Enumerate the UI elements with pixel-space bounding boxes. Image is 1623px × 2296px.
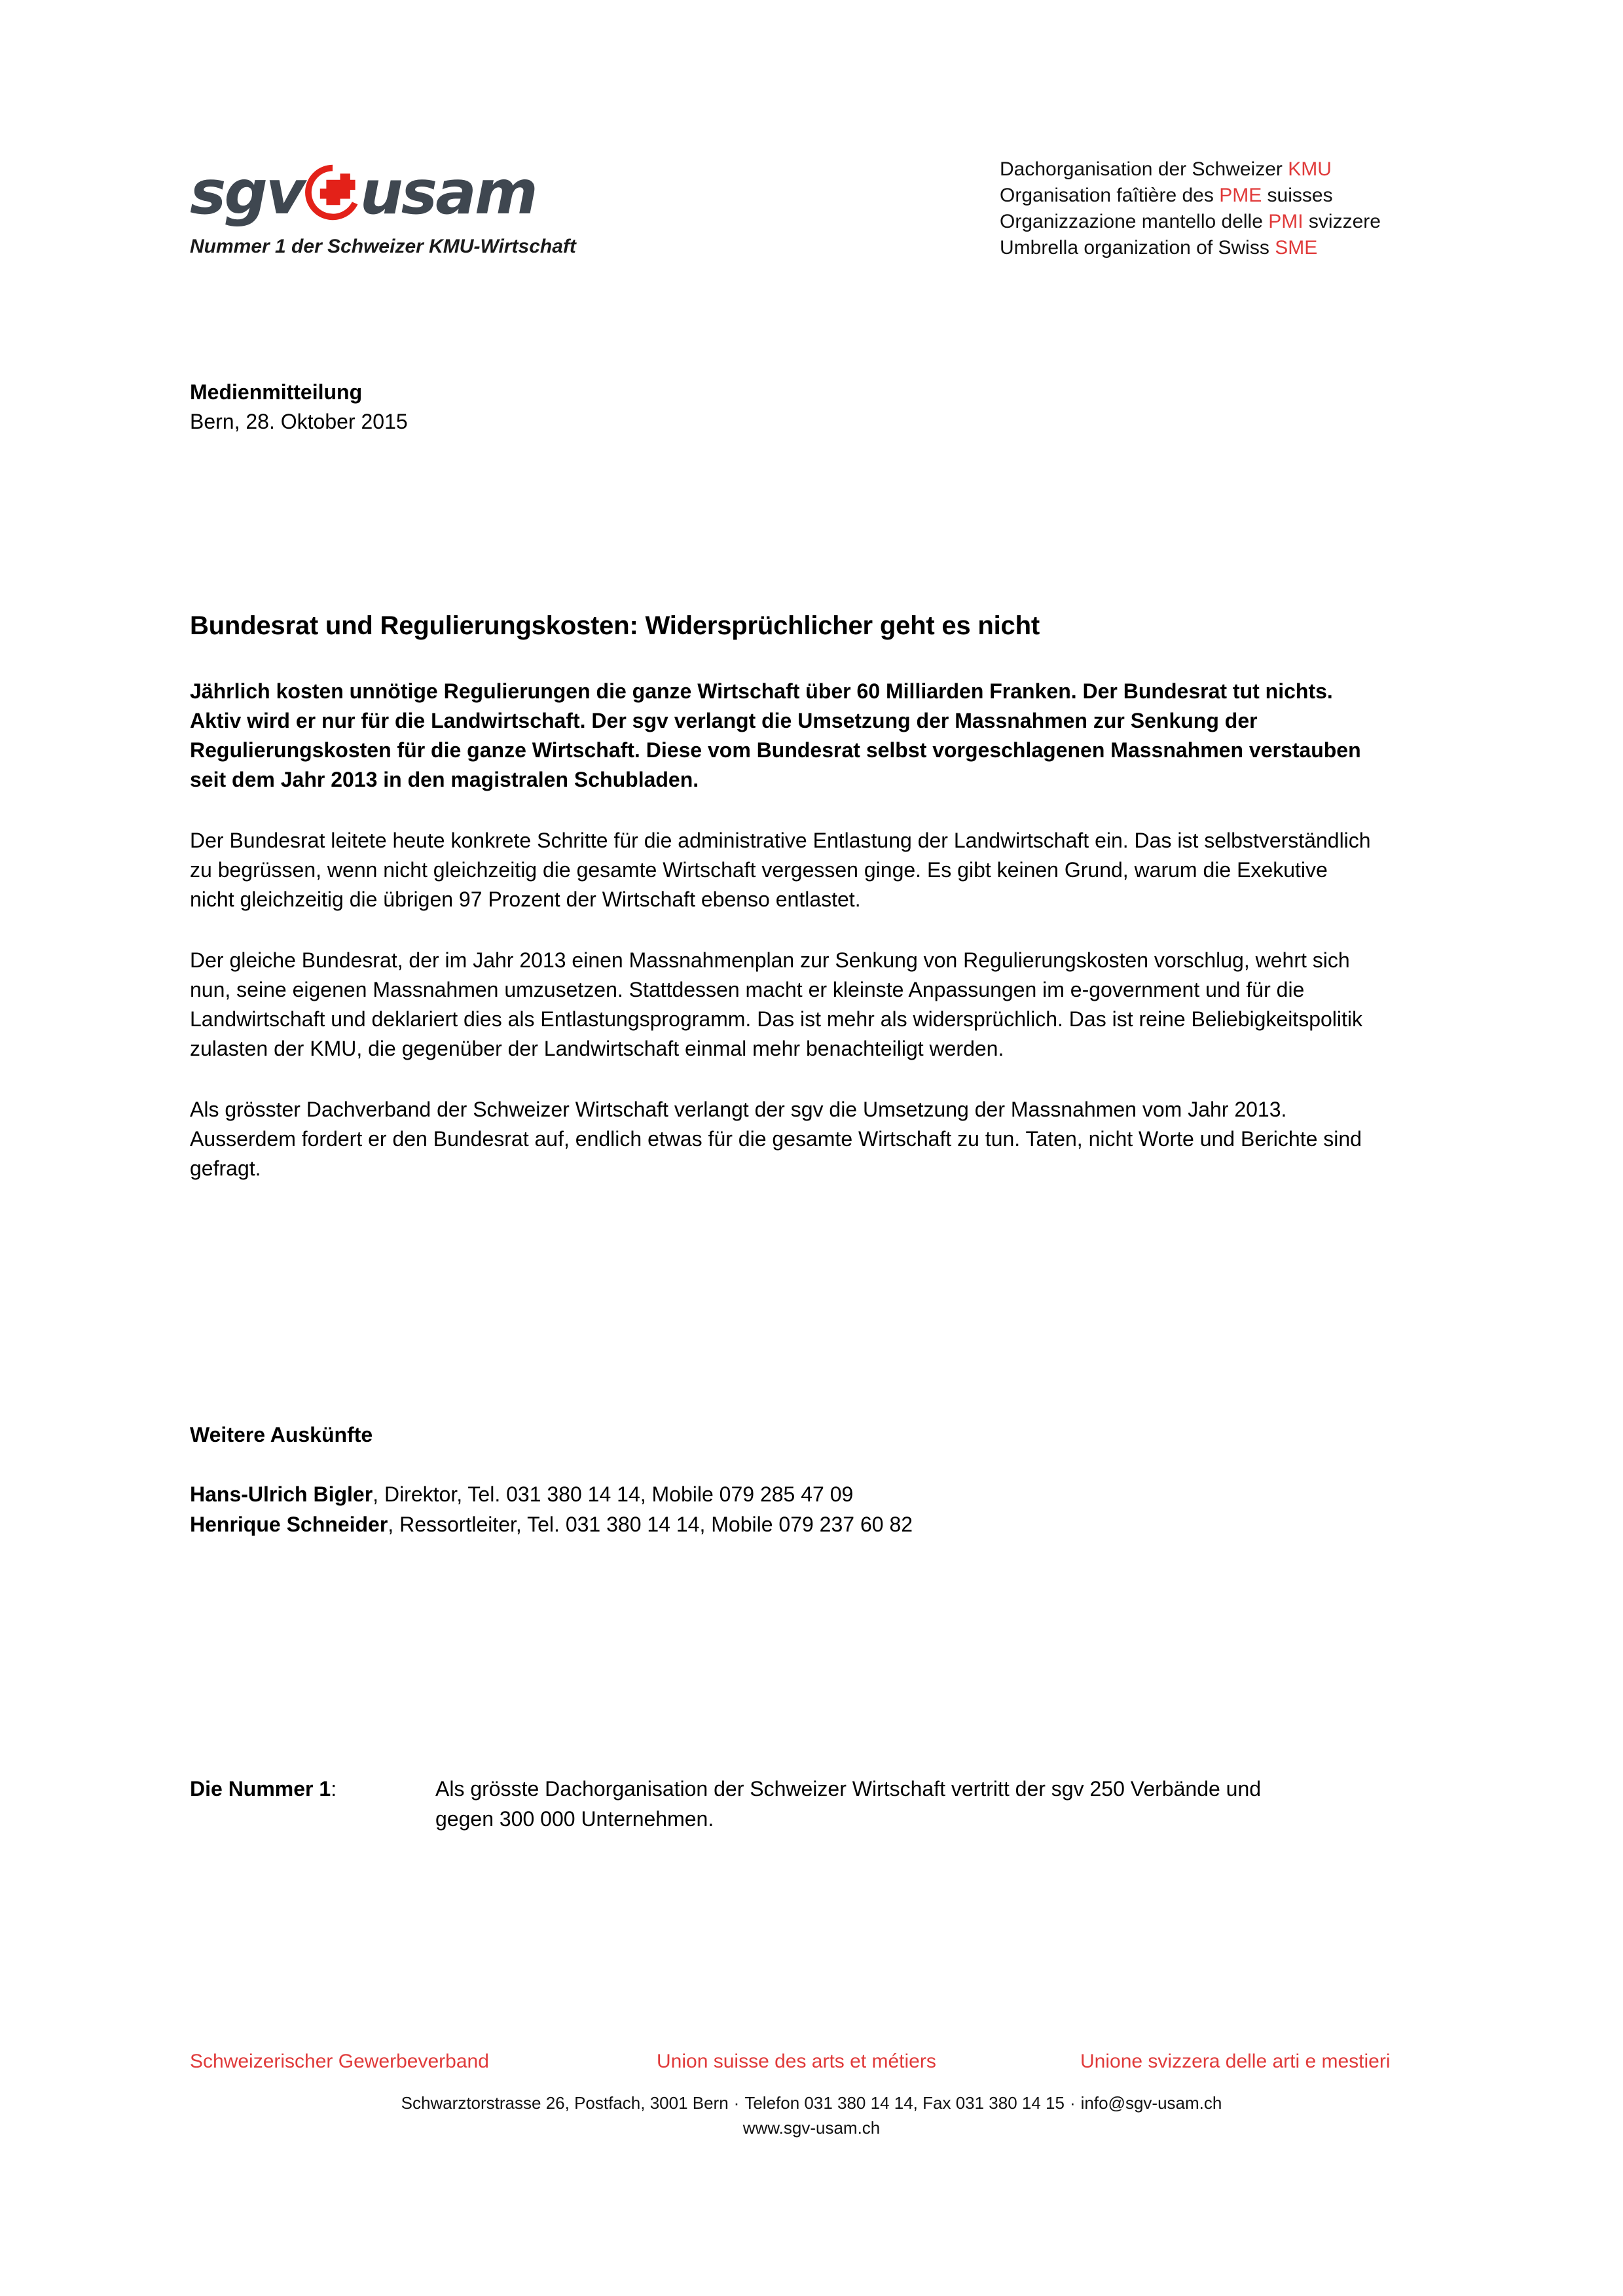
logo-wordmark bbox=[190, 156, 596, 229]
page-header bbox=[0, 0, 1623, 301]
document-type-label: Medienmitteilung bbox=[190, 380, 363, 404]
contact-person-2-details: , Ressortleiter, Tel. 031 380 14 14, Mobile 079 237 60 82 bbox=[388, 1513, 913, 1536]
footer-name-it: Unione svizzera delle arti e mestieri bbox=[1080, 2051, 1391, 2072]
organization-description-de bbox=[1000, 156, 1381, 183]
body-paragraph-2: Der gleiche Bundesrat, der im Jahr 2013 einen Massnahmenplan zur Senkung von Regulierungskosten vorschlug, wehrt sich nun, seine eigenen Massnahmen umzusetzen. Stattdessen macht er kleinste Anpassungen im e-government und für die Landwirtschaft und deklariert dies als Entlastungsprogramm. Das ist mehr als widersprüchlich. Das ist reine Beliebigkeitspolitik zulasten der KMU, die gegenüber der Landwirtschaft einmal mehr benachteiligt werden. bbox=[190, 948, 1362, 1060]
document-meta bbox=[190, 378, 408, 437]
contact-person-2-name: Henrique Schneider bbox=[190, 1513, 388, 1536]
contact-person-1 bbox=[190, 1479, 1375, 1509]
contact-person-2 bbox=[190, 1509, 1375, 1539]
contact-person-1-name: Hans-Ulrich Bigler bbox=[190, 1482, 373, 1506]
org-desc-fr-text: Organisation faîtière des bbox=[1000, 185, 1220, 206]
org-desc-fr-accent: PME bbox=[1219, 185, 1262, 206]
footer-separator-1: · bbox=[733, 2093, 740, 2113]
boilerplate-label-text: Die Nummer 1 bbox=[190, 1777, 331, 1801]
footer-email-link[interactable]: info@sgv-usam.ch bbox=[1080, 2093, 1222, 2113]
org-desc-it-text: Organizzazione mantello delle bbox=[1000, 211, 1269, 232]
page-title: Bundesrat und Regulierungskosten: Widersprüchlicher geht es nicht bbox=[190, 611, 1040, 640]
org-desc-en-text: Umbrella organization of Swiss bbox=[1000, 237, 1275, 259]
organization-description-fr bbox=[1000, 183, 1381, 209]
page-footer bbox=[0, 2049, 1623, 2140]
footer-name-fr: Union suisse des arts et métiers bbox=[657, 2051, 936, 2072]
footer-website-link[interactable]: www.sgv-usam.ch bbox=[742, 2118, 881, 2138]
logo-tagline: Nummer 1 der Schweizer KMU-Wirtschaft bbox=[190, 236, 576, 257]
org-desc-de-text: Dachorganisation der Schweizer bbox=[1000, 158, 1288, 180]
footer-contact-line bbox=[0, 2090, 1623, 2140]
organization-description-en bbox=[1000, 235, 1381, 261]
footer-separator-2: · bbox=[1069, 2093, 1076, 2113]
footer-organization-names bbox=[0, 2049, 1623, 2081]
boilerplate-label bbox=[190, 1774, 435, 1834]
contacts-heading: Weitere Auskünfte bbox=[190, 1423, 373, 1446]
boilerplate-section bbox=[190, 1774, 1303, 1834]
org-desc-fr-suffix: suisses bbox=[1262, 185, 1333, 206]
org-desc-en-accent: SME bbox=[1275, 237, 1318, 259]
footer-name-de: Schweizerischer Gewerbeverband bbox=[190, 2051, 489, 2072]
logo-word-sgv: sgv bbox=[190, 156, 304, 228]
organization-descriptions bbox=[1000, 156, 1381, 261]
swiss-cross-circle-icon bbox=[301, 161, 364, 224]
main-content bbox=[190, 609, 1375, 1183]
body-paragraph-1: Der Bundesrat leitete heute konkrete Schritte für die administrative Entlastung der Landwirtschaft ein. Das ist selbstverständlich zu begrüssen, wenn nicht gleichzeitig die gesamte Wirtschaft vergessen ginge. Es gibt keinen Grund, warum die Exekutive nicht gleichzeitig die übrigen 97 Prozent der Wirtschaft ebenso entlastet. bbox=[190, 829, 1371, 911]
footer-phone-text: Telefon 031 380 14 14, Fax 031 380 14 15 bbox=[744, 2093, 1065, 2113]
contact-person-1-details: , Direktor, Tel. 031 380 14 14, Mobile 079 285 47 09 bbox=[373, 1482, 854, 1506]
organization-logo[interactable] bbox=[190, 156, 596, 258]
organization-description-it bbox=[1000, 209, 1381, 235]
org-desc-de-accent: KMU bbox=[1288, 158, 1332, 180]
lead-paragraph: Jährlich kosten unnötige Regulierungen die ganze Wirtschaft über 60 Milliarden Franken. Der Bundesrat tut nichts. Aktiv wird er nur für die Landwirtschaft. Der sgv verlangt die Umsetzung der Massnahmen zur Senkung der Regulierungskosten für die ganze Wirtschaft. Diese vom Bundesrat selbst vorgeschlagenen Massnahmen verstauben seit dem Jahr 2013 in den magistralen Schubladen. bbox=[190, 679, 1361, 791]
org-desc-it-suffix: svizzere bbox=[1303, 211, 1381, 232]
place-date-label: Bern, 28. Oktober 2015 bbox=[190, 410, 408, 433]
org-desc-it-accent: PMI bbox=[1268, 211, 1304, 232]
footer-address-text: Schwarztorstrasse 26, Postfach, 3001 Bern bbox=[401, 2093, 729, 2113]
boilerplate-label-colon: : bbox=[331, 1777, 337, 1801]
logo-word-usam: usam bbox=[359, 156, 536, 228]
boilerplate-text: Als grösste Dachorganisation der Schweizer Wirtschaft vertritt der sgv 250 Verbände und gegen 300 000 Unternehmen. bbox=[435, 1777, 1262, 1831]
body-paragraph-3: Als grösster Dachverband der Schweizer Wirtschaft verlangt der sgv die Umsetzung der Massnahmen vom Jahr 2013. Ausserdem fordert er den Bundesrat auf, endlich etwas für die gesamte Wirtschaft zu tun. Taten, nicht Worte und Berichte sind gefragt. bbox=[190, 1098, 1362, 1180]
contacts-section bbox=[190, 1420, 1375, 1539]
